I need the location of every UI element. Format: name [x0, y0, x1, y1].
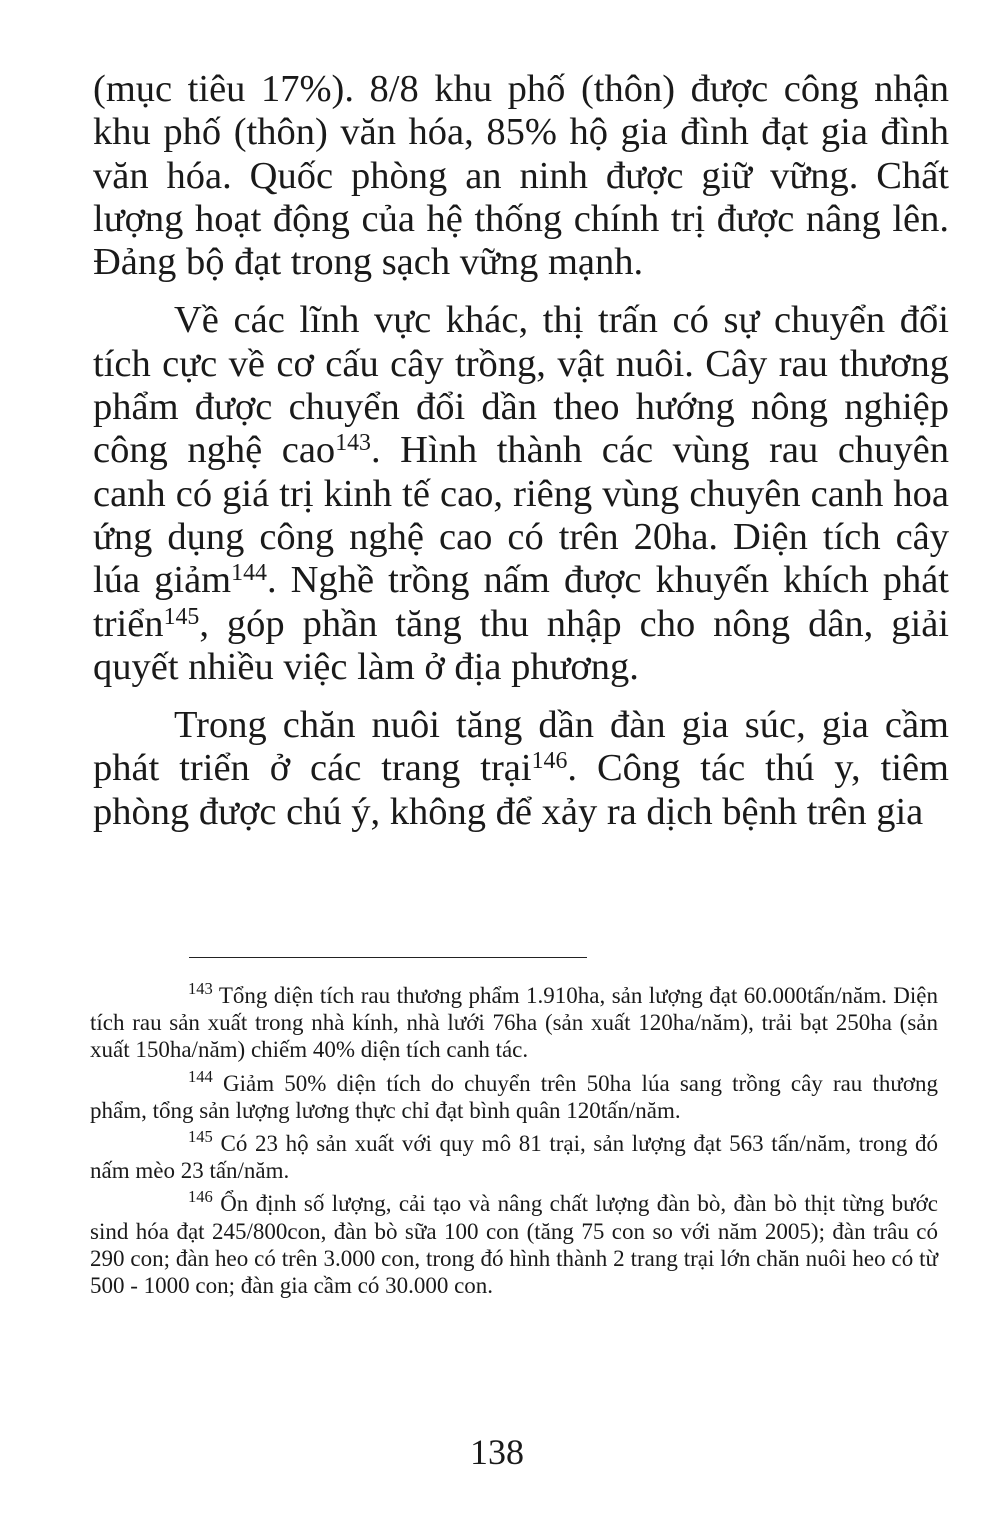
- footnote-number: 145: [188, 1126, 213, 1146]
- footnote-144: [90, 1066, 938, 1124]
- footnote-text: Tổng diện tích rau thương phẩm 1.910ha, sản lượng đạt 60.000tấn/năm. Diện tích rau sản xuất trong nhà kính, nhà lưới 76ha (sản xuất 120ha/năm), trải bạt 250ha (sản xuất 150ha/năm) chiếm 40% diện tích canh tác.: [90, 983, 938, 1063]
- footnote-145: [90, 1126, 938, 1184]
- footnote-separator: [189, 957, 587, 958]
- footnote-text: Có 23 hộ sản xuất với quy mô 81 trại, sản lượng đạt 563 tấn/năm, trong đó nấm mèo 23 tấn/năm.: [90, 1131, 938, 1184]
- footnotes: [90, 978, 938, 1299]
- paragraph-3-text-2: . Công tác thú y, tiêm phòng được chú ý, không để xảy ra dịch bệnh trên gia: [93, 747, 949, 833]
- paragraph-3-text-1: Trong chăn nuôi tăng dần đàn gia súc, gia cầm phát triển ở các trang trại: [93, 704, 949, 790]
- footnote-text: Ổn định số lượng, cải tạo và nâng chất lượng đàn bò, đàn bò thịt từng bước sind hóa đạt 245/800con, đàn bò sữa 100 con (tăng 75 con so với năm 2005); đàn trâu có 290 con; đàn heo có trên 3.000 con, trong đó hình thành 2 trang trại lớn chăn nuôi heo có từ 500 - 1000 con; đàn gia cầm có 30.000 con.: [90, 1191, 938, 1299]
- page-number: 138: [470, 1432, 524, 1472]
- footnote-number: 144: [188, 1066, 213, 1086]
- footnote-ref-144[interactable]: 144: [231, 560, 267, 587]
- paragraph-3: [93, 704, 949, 834]
- footnote-ref-143[interactable]: 143: [335, 430, 371, 457]
- footnote-number: 146: [188, 1187, 213, 1207]
- footnote-ref-145[interactable]: 145: [163, 603, 200, 630]
- main-text: [93, 68, 949, 834]
- footnote-146: [90, 1187, 938, 1299]
- paragraph-2-text-2: . Hình thành các vùng rau chuyên canh có giá trị kinh tế cao, riêng vùng chuyên canh hoa ứng dụng công nghệ cao có trên 20ha. Diện tích cây lúa giảm: [93, 429, 949, 602]
- paragraph-1: (mục tiêu 17%). 8/8 khu phố (thôn) được công nhận khu phố (thôn) văn hóa, 85% hộ gia đình đạt gia đình văn hóa. Quốc phòng an ninh được giữ vững. Chất lượng hoạt động của hệ thống chính trị được nâng lên. Đảng bộ đạt trong sạch vững mạnh.: [93, 68, 949, 284]
- footnote-text: Giảm 50% diện tích do chuyển trên 50ha lúa sang trồng cây rau thương phẩm, tổng sản lượng lương thực chỉ đạt bình quân 120tấn/năm.: [90, 1070, 938, 1123]
- paragraph-2-text-1: Về các lĩnh vực khác, thị trấn có sự chuyển đổi tích cực về cơ cấu cây trồng, vật nuôi. Cây rau thương phẩm được chuyển đổi dần theo hướng nông nghiệp công nghệ cao: [93, 299, 949, 472]
- paragraph-2-text-4: , góp phần tăng thu nhập cho nông dân, giải quyết nhiều việc làm ở địa phương.: [93, 602, 949, 688]
- footnote-ref-146[interactable]: 146: [531, 748, 568, 775]
- footnote-143: [90, 978, 938, 1064]
- footnote-number: 143: [188, 978, 213, 998]
- paragraph-2: [93, 299, 949, 689]
- paragraph-2-text-3: . Nghề trồng nấm được khuyến khích phát triển: [93, 559, 949, 645]
